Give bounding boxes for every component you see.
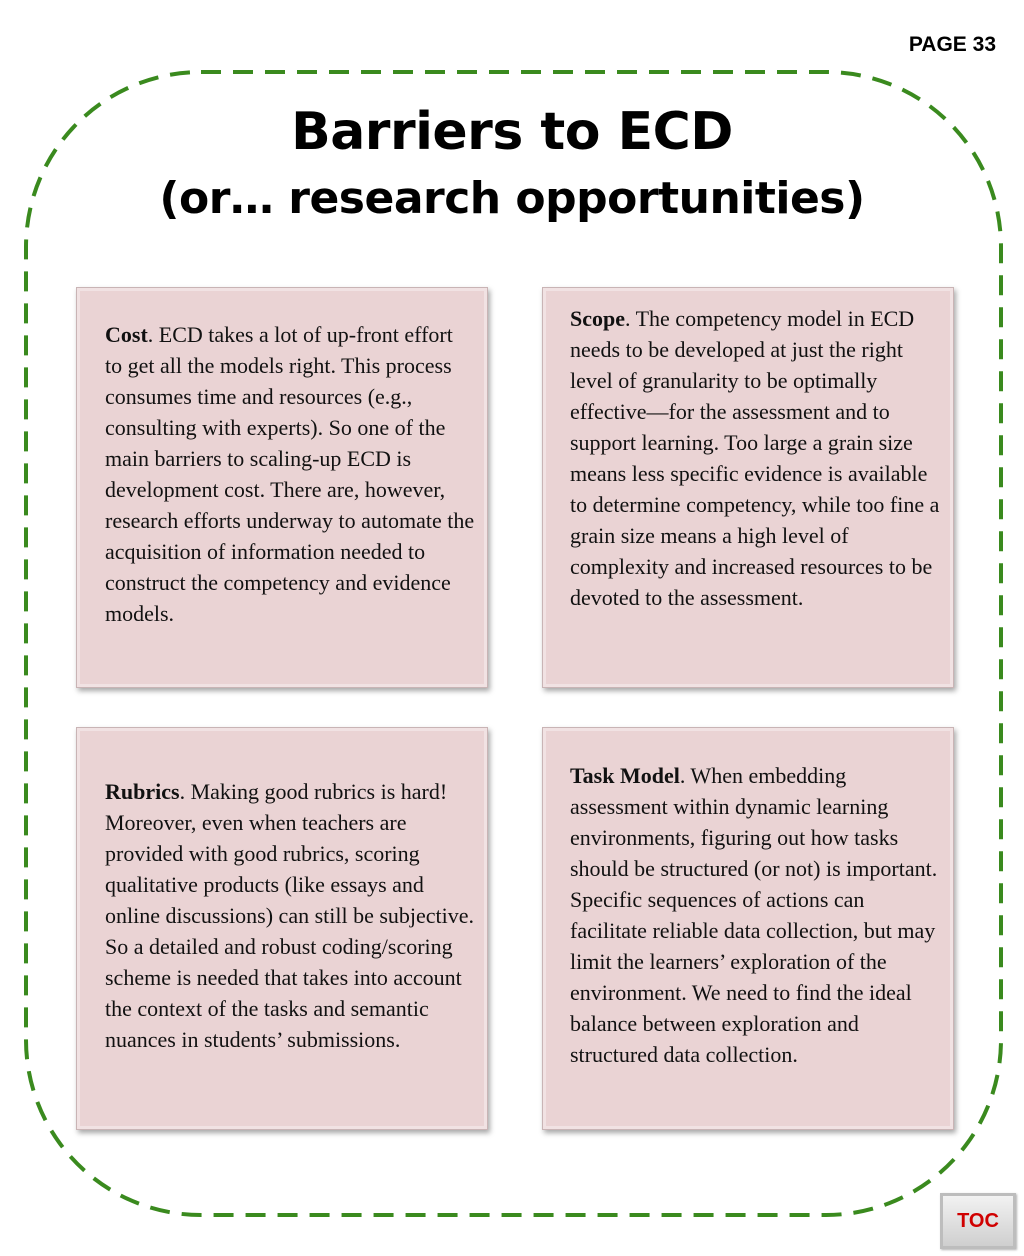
card-rubrics-text: . Making good rubrics is hard! Moreover, even when teachers are provided with good rubrics, scoring qualitative products (like essays and online discussions) can still be subjective. So a detailed and robust coding/scoring scheme is needed that takes into account the context of the tasks and semantic nuances in students’ submissions. (105, 779, 475, 1052)
card-rubrics-heading: Rubrics (105, 779, 180, 804)
card-cost-text: . ECD takes a lot of up-front effort to get all the models right. This process consumes time and resources (e.g., consulting with experts). So one of the main barriers to scaling-up ECD is development cost. There are, however, research efforts underway to automate the acquisition of information needed to construct the competency and evidence models. (105, 322, 475, 626)
card-task-model-body (570, 760, 945, 1070)
card-rubrics-body (105, 776, 479, 1055)
card-task-model (542, 727, 954, 1130)
card-rubrics (76, 727, 488, 1130)
card-task-model-heading: Task Model (570, 763, 680, 788)
toc-button[interactable]: TOC (940, 1193, 1016, 1249)
card-scope-text: . The competency model in ECD needs to be developed at just the right level of granularity to be optimally effective—for the assessment and to support learning. Too large a grain size means less specific evidence is available to determine competency, while too fine a grain size means a high level of complexity and increased resources to be devoted to the assessment. (570, 306, 940, 610)
card-scope (542, 287, 954, 688)
card-cost (76, 287, 488, 688)
page-title: Barriers to ECD (291, 102, 733, 162)
card-cost-heading: Cost (105, 322, 148, 347)
card-task-model-text: . When embedding assessment within dynamic learning environments, figuring out how tasks should be structured (or not) is important. Specific sequences of actions can facilitate reliable data collection, but may limit the learners’ exploration of the environment. We need to find the ideal balance between exploration and structured data collection. (570, 763, 938, 1067)
card-scope-body (570, 303, 943, 613)
card-cost-body (105, 319, 475, 629)
page-number: PAGE 33 (908, 33, 996, 56)
card-scope-heading: Scope (570, 306, 625, 331)
page-subtitle: (or… research opportunities) (159, 173, 865, 224)
